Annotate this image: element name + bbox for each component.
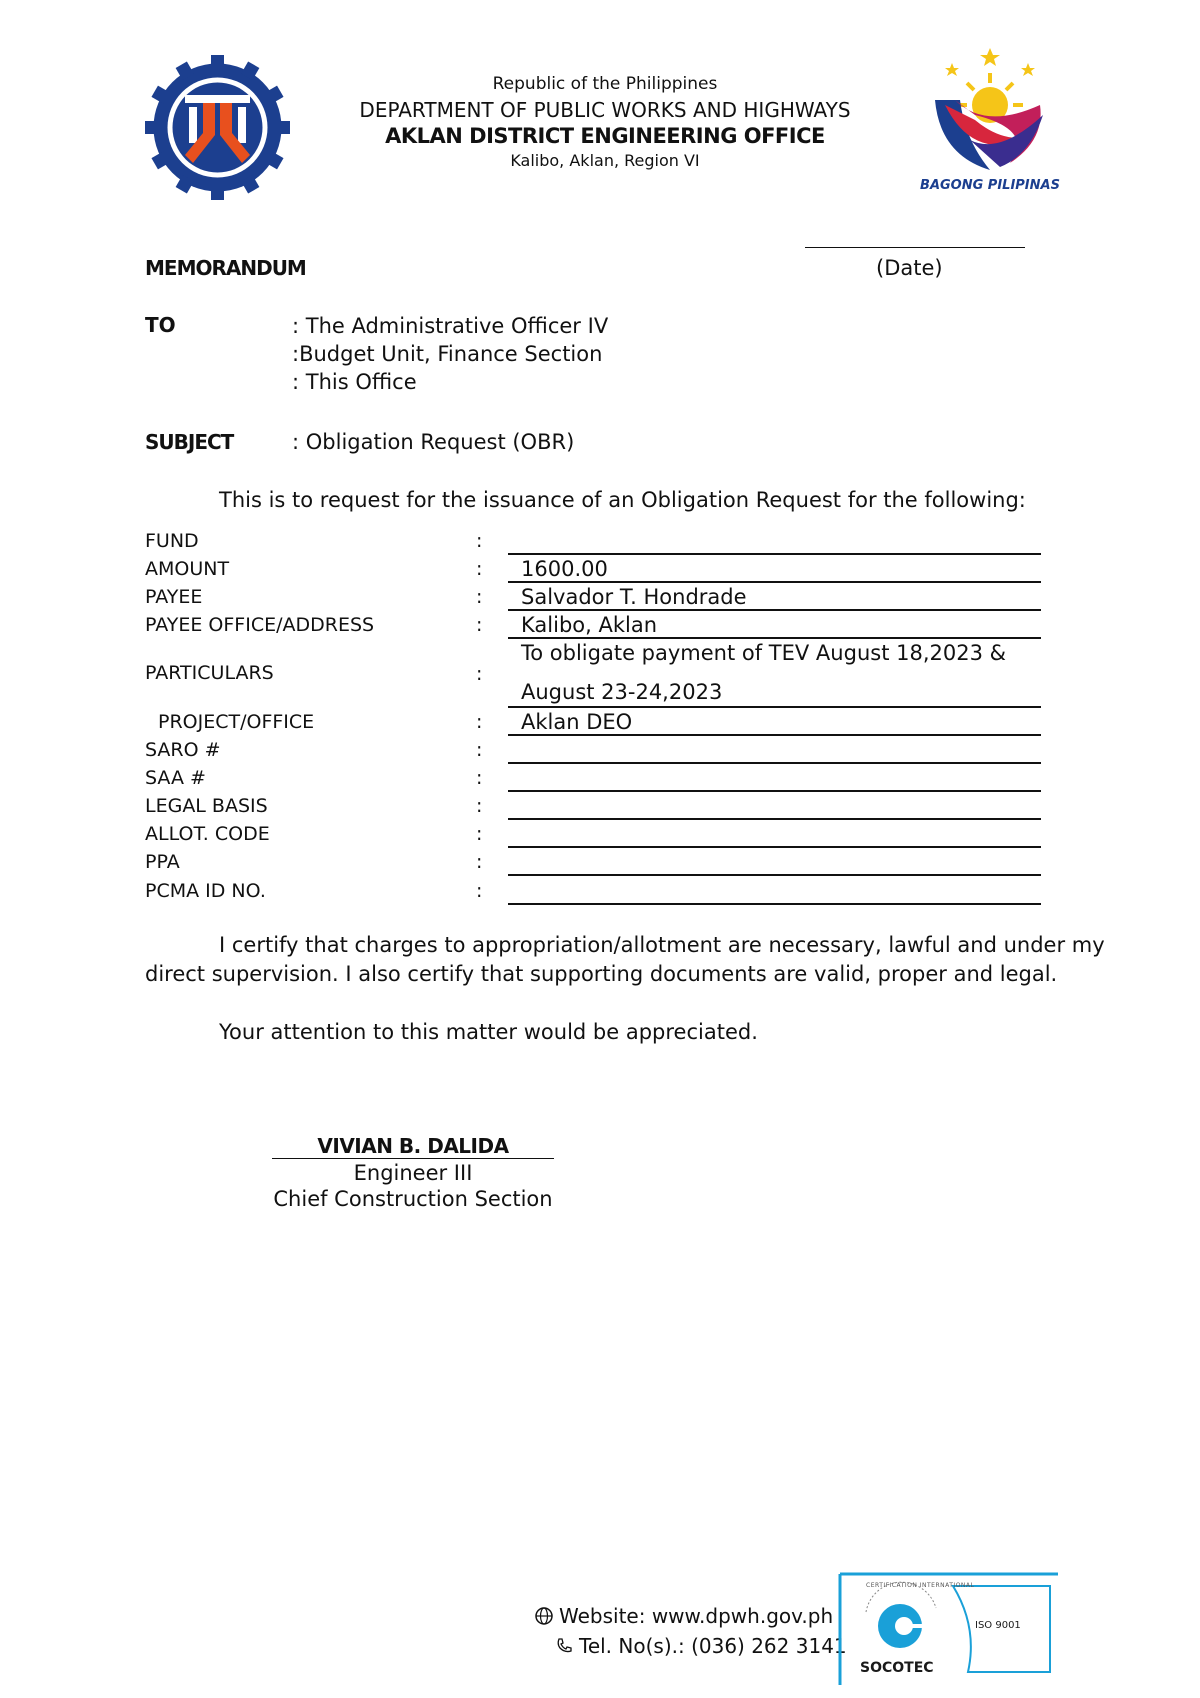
to-line-3: : This Office	[292, 370, 417, 394]
field-label-amount: AMOUNT	[145, 558, 230, 580]
signatory-unit: Chief Construction Section	[273, 1187, 553, 1211]
field-line	[508, 637, 1041, 639]
field-colon: :	[476, 851, 483, 873]
field-label-fund: FUND	[145, 530, 199, 552]
tel-text: Tel. No(s).: (036) 262 3141	[579, 1634, 847, 1658]
memo-title: MEMORANDUM	[145, 256, 306, 280]
field-line	[508, 609, 1041, 611]
office-name: AKLAN DISTRICT ENGINEERING OFFICE	[385, 124, 825, 148]
field-line	[508, 790, 1041, 792]
field-colon: :	[476, 767, 483, 789]
socotec-ring-text: CERTIFICATION INTERNATIONAL	[866, 1582, 975, 1589]
certify-line-1: I certify that charges to appropriation/allotment are necessary, lawful and under my	[219, 933, 1105, 957]
subject-label: SUBJECT	[145, 430, 234, 454]
field-value-particulars-line2: August 23-24,2023	[521, 680, 723, 704]
signatory-position: Engineer III	[353, 1161, 473, 1185]
field-label-pcma-id: PCMA ID NO.	[145, 880, 266, 902]
intro-text: This is to request for the issuance of an Obligation Request for the following:	[219, 488, 1026, 512]
dpwh-logo	[145, 55, 290, 200]
subject-value: : Obligation Request (OBR)	[292, 430, 575, 454]
field-label-project-office: PROJECT/OFFICE	[158, 711, 315, 733]
field-colon: :	[476, 558, 483, 580]
field-colon: :	[476, 823, 483, 845]
field-colon: :	[476, 795, 483, 817]
republic-text: Republic of the Philippines	[492, 74, 718, 94]
signatory-name: VIVIAN B. DALIDA	[272, 1134, 554, 1159]
certify-line-2: direct supervision. I also certify that supporting documents are valid, proper and legal.	[145, 962, 1058, 986]
to-line-2: :Budget Unit, Finance Section	[292, 342, 603, 366]
field-line	[508, 874, 1041, 876]
field-value-amount: 1600.00	[521, 557, 608, 581]
field-line	[508, 762, 1041, 764]
field-line	[508, 903, 1041, 905]
field-colon: :	[476, 530, 483, 552]
to-label: TO	[145, 313, 176, 337]
field-colon: :	[476, 739, 483, 761]
location-text: Kalibo, Aklan, Region VI	[510, 151, 700, 170]
footer-tel	[555, 1634, 847, 1660]
field-label-payee: PAYEE	[145, 586, 203, 608]
socotec-badge	[838, 1572, 1060, 1687]
globe-icon	[535, 1606, 553, 1630]
field-line	[508, 581, 1041, 583]
field-colon: :	[476, 711, 483, 733]
closing-text: Your attention to this matter would be appreciated.	[219, 1020, 758, 1044]
field-colon: :	[476, 663, 483, 685]
field-line	[508, 553, 1041, 555]
field-label-particulars: PARTICULARS	[145, 662, 274, 684]
field-label-ppa: PPA	[145, 851, 180, 873]
field-colon: :	[476, 586, 483, 608]
field-label-legal-basis: LEGAL BASIS	[145, 795, 268, 817]
bagong-pilipinas-text: BAGONG PILIPINAS	[920, 178, 1060, 193]
date-line	[805, 247, 1025, 248]
phone-icon	[555, 1636, 573, 1660]
field-line	[508, 734, 1041, 736]
field-label-saa: SAA #	[145, 767, 206, 789]
field-value-project-office: Aklan DEO	[521, 710, 633, 734]
field-label-saro: SARO #	[145, 739, 221, 761]
date-label: (Date)	[876, 256, 943, 280]
to-line-1: : The Administrative Officer IV	[292, 314, 609, 338]
field-label-payee-address: PAYEE OFFICE/ADDRESS	[145, 614, 375, 636]
signatory-block	[272, 1134, 554, 1211]
socotec-brand: SOCOTEC	[860, 1660, 934, 1676]
field-colon: :	[476, 614, 483, 636]
field-label-allot-code: ALLOT. CODE	[145, 823, 270, 845]
field-value-particulars-line1: To obligate payment of TEV August 18,2023 &	[521, 641, 1006, 665]
bagong-pilipinas-logo	[915, 45, 1065, 195]
field-line	[508, 846, 1041, 848]
field-line	[508, 818, 1041, 820]
field-value-payee-address: Kalibo, Aklan	[521, 613, 658, 637]
field-colon: :	[476, 880, 483, 902]
field-value-payee: Salvador T. Hondrade	[521, 585, 747, 609]
footer-website	[535, 1604, 833, 1630]
iso-label: ISO 9001	[975, 1620, 1021, 1631]
field-line	[508, 706, 1041, 708]
website-text: Website: www.dpwh.gov.ph	[559, 1604, 834, 1628]
department-name: DEPARTMENT OF PUBLIC WORKS AND HIGHWAYS	[359, 98, 851, 122]
